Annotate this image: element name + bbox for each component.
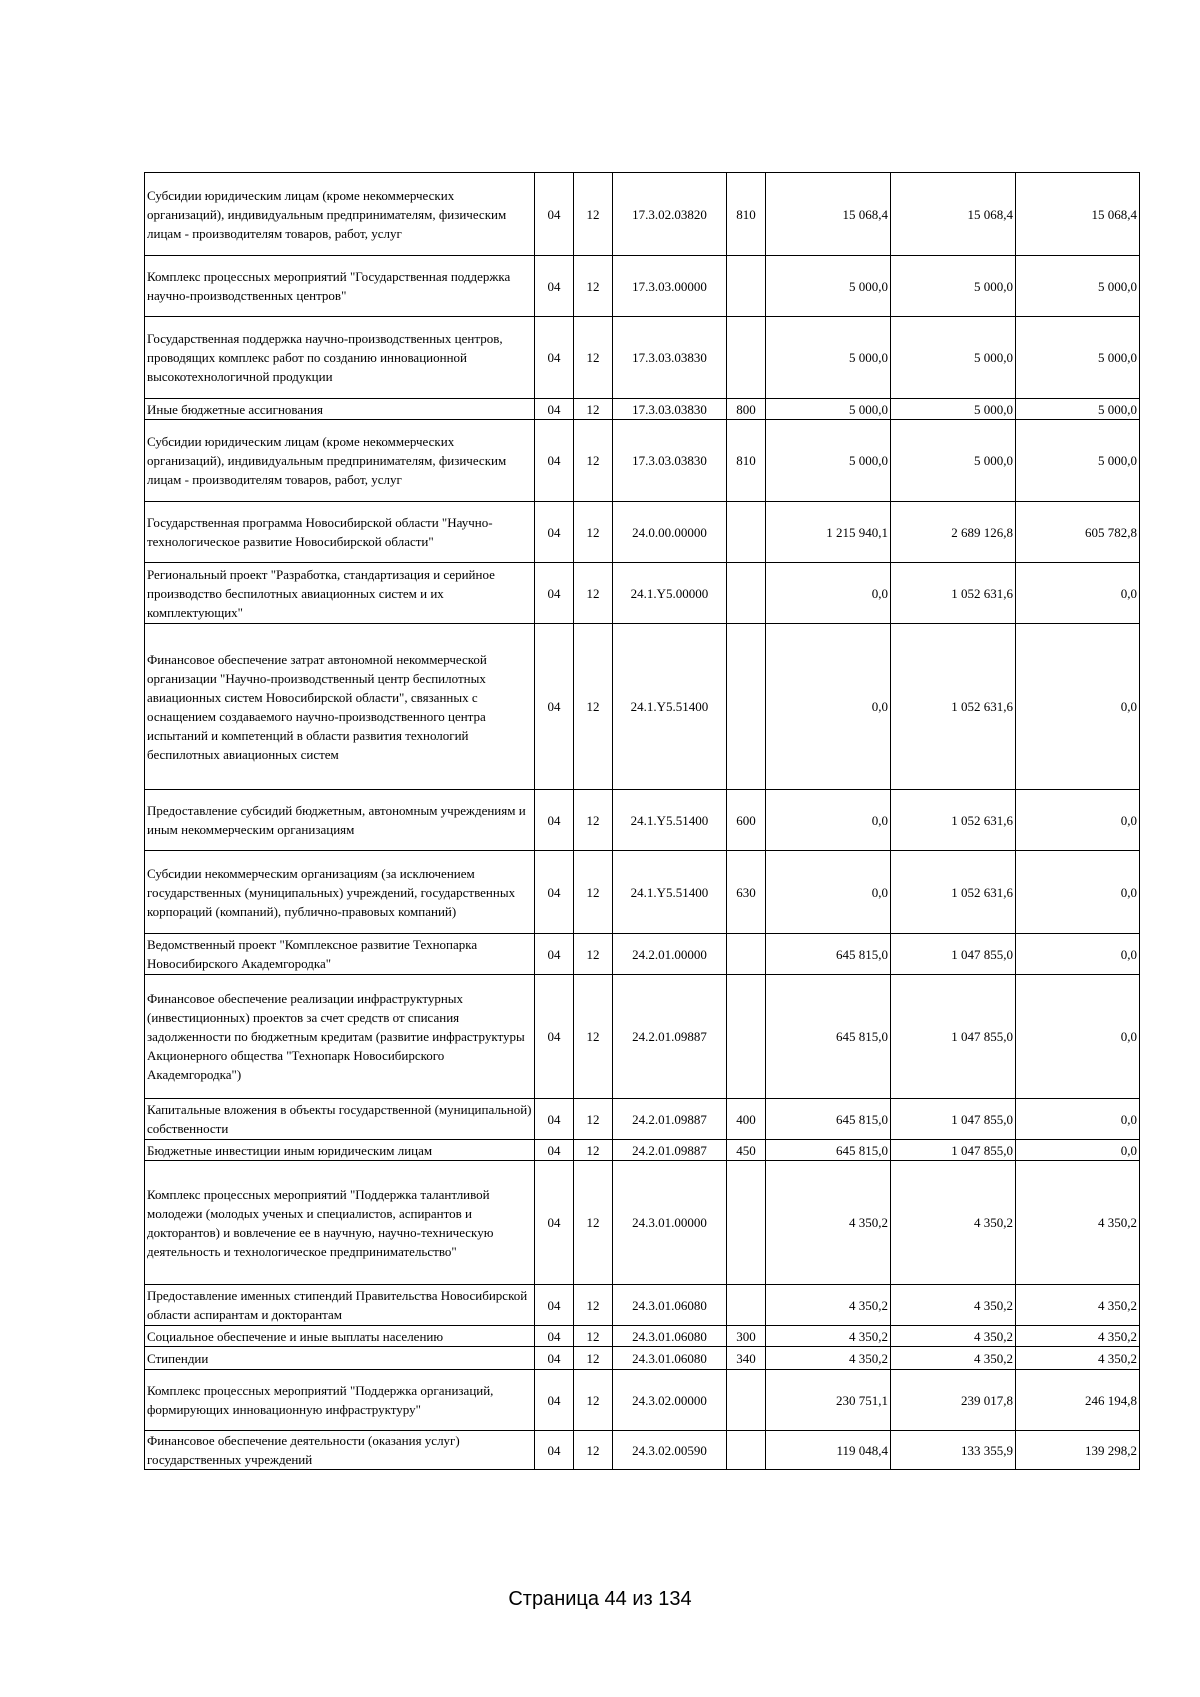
- target-item-code: 24.1.Y5.51400: [613, 790, 727, 851]
- target-item-code: 24.0.00.00000: [613, 502, 727, 563]
- item-name: Бюджетные инвестиции иным юридическим лицам: [145, 1140, 535, 1161]
- subsection-code: 12: [574, 317, 613, 399]
- section-code: 04: [535, 624, 574, 790]
- subsection-code: 12: [574, 1140, 613, 1161]
- expense-type-code: 450: [727, 1140, 766, 1161]
- amount-year-2: 4 350,2: [891, 1285, 1016, 1326]
- amount-year-3: 5 000,0: [1016, 399, 1140, 420]
- amount-year-2: 2 689 126,8: [891, 502, 1016, 563]
- item-name: Комплекс процессных мероприятий "Государственная поддержка научно-производственных центров": [145, 256, 535, 317]
- amount-year-2: 1 052 631,6: [891, 851, 1016, 934]
- amount-year-1: 4 350,2: [766, 1161, 891, 1285]
- expense-type-code: 800: [727, 399, 766, 420]
- amount-year-2: 239 017,8: [891, 1370, 1016, 1431]
- section-code: 04: [535, 1431, 574, 1470]
- target-item-code: 17.3.03.00000: [613, 256, 727, 317]
- item-name: Предоставление субсидий бюджетным, автономным учреждениям и иным некоммерческим организациям: [145, 790, 535, 851]
- amount-year-2: 5 000,0: [891, 317, 1016, 399]
- amount-year-1: 4 350,2: [766, 1347, 891, 1370]
- table-row: [145, 1285, 1140, 1326]
- subsection-code: 12: [574, 1370, 613, 1431]
- amount-year-2: 1 047 855,0: [891, 1099, 1016, 1140]
- subsection-code: 12: [574, 1431, 613, 1470]
- amount-year-1: 5 000,0: [766, 256, 891, 317]
- amount-year-1: 15 068,4: [766, 173, 891, 256]
- table-row: [145, 563, 1140, 624]
- subsection-code: 12: [574, 502, 613, 563]
- target-item-code: 24.2.01.00000: [613, 934, 727, 975]
- target-item-code: 24.3.01.06080: [613, 1347, 727, 1370]
- section-code: 04: [535, 975, 574, 1099]
- amount-year-3: 4 350,2: [1016, 1347, 1140, 1370]
- section-code: 04: [535, 934, 574, 975]
- item-name: Социальное обеспечение и иные выплаты населению: [145, 1326, 535, 1347]
- item-name: Финансовое обеспечение затрат автономной некоммерческой организации "Научно-производственный центр беспилотных авиационных систем Новосибирской области", связанных с оснащением создаваемого научно-производственного центра испытаний и компетенций в области развития технологий беспилотных авиационных систем: [145, 624, 535, 790]
- amount-year-2: 133 355,9: [891, 1431, 1016, 1470]
- section-code: 04: [535, 173, 574, 256]
- expense-type-code: 340: [727, 1347, 766, 1370]
- target-item-code: 17.3.03.03830: [613, 399, 727, 420]
- amount-year-2: 1 047 855,0: [891, 934, 1016, 975]
- expense-type-code: [727, 934, 766, 975]
- amount-year-2: 1 047 855,0: [891, 975, 1016, 1099]
- table-row: [145, 173, 1140, 256]
- item-name: Субсидии некоммерческим организациям (за исключением государственных (муниципальных) учреждений, государственных корпораций (компаний), публично-правовых компаний): [145, 851, 535, 934]
- amount-year-3: 0,0: [1016, 851, 1140, 934]
- item-name: Государственная поддержка научно-производственных центров, проводящих комплекс работ по созданию инновационной высокотехнологичной продукции: [145, 317, 535, 399]
- section-code: 04: [535, 1161, 574, 1285]
- amount-year-1: 0,0: [766, 624, 891, 790]
- target-item-code: 24.2.01.09887: [613, 1099, 727, 1140]
- amount-year-1: 4 350,2: [766, 1285, 891, 1326]
- table-row: [145, 317, 1140, 399]
- table-row: [145, 256, 1140, 317]
- subsection-code: 12: [574, 399, 613, 420]
- section-code: 04: [535, 420, 574, 502]
- section-code: 04: [535, 1326, 574, 1347]
- subsection-code: 12: [574, 1285, 613, 1326]
- subsection-code: 12: [574, 1347, 613, 1370]
- amount-year-2: 5 000,0: [891, 420, 1016, 502]
- amount-year-3: 5 000,0: [1016, 256, 1140, 317]
- amount-year-2: 15 068,4: [891, 173, 1016, 256]
- expense-type-code: 630: [727, 851, 766, 934]
- amount-year-3: 0,0: [1016, 975, 1140, 1099]
- amount-year-1: 645 815,0: [766, 1140, 891, 1161]
- amount-year-3: 0,0: [1016, 624, 1140, 790]
- subsection-code: 12: [574, 1161, 613, 1285]
- expense-type-code: 400: [727, 1099, 766, 1140]
- subsection-code: 12: [574, 256, 613, 317]
- expense-type-code: [727, 1161, 766, 1285]
- expense-type-code: [727, 563, 766, 624]
- amount-year-3: 4 350,2: [1016, 1285, 1140, 1326]
- section-code: 04: [535, 256, 574, 317]
- table-row: [145, 1161, 1140, 1285]
- amount-year-1: 0,0: [766, 563, 891, 624]
- item-name: Финансовое обеспечение деятельности (оказания услуг) государственных учреждений: [145, 1431, 535, 1470]
- expense-type-code: [727, 317, 766, 399]
- expense-type-code: [727, 624, 766, 790]
- section-code: 04: [535, 563, 574, 624]
- expense-type-code: [727, 502, 766, 563]
- target-item-code: 17.3.03.03830: [613, 420, 727, 502]
- item-name: Стипендии: [145, 1347, 535, 1370]
- amount-year-1: 645 815,0: [766, 934, 891, 975]
- target-item-code: 24.2.01.09887: [613, 1140, 727, 1161]
- table-row: [145, 1140, 1140, 1161]
- expense-type-code: 810: [727, 420, 766, 502]
- section-code: 04: [535, 1285, 574, 1326]
- subsection-code: 12: [574, 975, 613, 1099]
- target-item-code: 24.2.01.09887: [613, 975, 727, 1099]
- page-number: Страница 44 из 134: [508, 1588, 692, 1610]
- expense-type-code: [727, 1370, 766, 1431]
- item-name: Субсидии юридическим лицам (кроме некоммерческих организаций), индивидуальным предпринимателям, физическим лицам - производителям товаров, работ, услуг: [145, 173, 535, 256]
- amount-year-3: 15 068,4: [1016, 173, 1140, 256]
- amount-year-3: 246 194,8: [1016, 1370, 1140, 1431]
- amount-year-1: 1 215 940,1: [766, 502, 891, 563]
- amount-year-1: 4 350,2: [766, 1326, 891, 1347]
- target-item-code: 24.3.01.00000: [613, 1161, 727, 1285]
- target-item-code: 17.3.03.03830: [613, 317, 727, 399]
- table-row: [145, 1326, 1140, 1347]
- amount-year-2: 1 052 631,6: [891, 790, 1016, 851]
- section-code: 04: [535, 1347, 574, 1370]
- amount-year-3: 139 298,2: [1016, 1431, 1140, 1470]
- item-name: Финансовое обеспечение реализации инфраструктурных (инвестиционных) проектов за счет средств от списания задолженности по бюджетным кредитам (развитие инфраструктуры Акционерного общества "Технопарк Новосибирского Академгородка"): [145, 975, 535, 1099]
- amount-year-3: 0,0: [1016, 1140, 1140, 1161]
- table-row: [145, 975, 1140, 1099]
- amount-year-3: 0,0: [1016, 1099, 1140, 1140]
- expense-type-code: [727, 256, 766, 317]
- amount-year-1: 5 000,0: [766, 399, 891, 420]
- subsection-code: 12: [574, 563, 613, 624]
- amount-year-3: 0,0: [1016, 934, 1140, 975]
- item-name: Региональный проект "Разработка, стандартизация и серийное производство беспилотных авиационных систем и их комплектующих": [145, 563, 535, 624]
- section-code: 04: [535, 851, 574, 934]
- expense-type-code: 810: [727, 173, 766, 256]
- amount-year-2: 1 047 855,0: [891, 1140, 1016, 1161]
- item-name: Капитальные вложения в объекты государственной (муниципальной) собственности: [145, 1099, 535, 1140]
- item-name: Комплекс процессных мероприятий "Поддержка талантливой молодежи (молодых ученых и специалистов, аспирантов и докторантов) и вовлечение ее в научную, научно-техническую деятельность и технологическое предпринимательство": [145, 1161, 535, 1285]
- amount-year-3: 605 782,8: [1016, 502, 1140, 563]
- item-name: Предоставление именных стипендий Правительства Новосибирской области аспирантам и докторантам: [145, 1285, 535, 1326]
- subsection-code: 12: [574, 1099, 613, 1140]
- amount-year-1: 119 048,4: [766, 1431, 891, 1470]
- expense-type-code: [727, 1285, 766, 1326]
- section-code: 04: [535, 317, 574, 399]
- amount-year-1: 0,0: [766, 851, 891, 934]
- amount-year-2: 4 350,2: [891, 1347, 1016, 1370]
- amount-year-1: 645 815,0: [766, 975, 891, 1099]
- table-row: [145, 1099, 1140, 1140]
- target-item-code: 24.1.Y5.51400: [613, 851, 727, 934]
- item-name: Государственная программа Новосибирской области "Научно-технологическое развитие Новосибирской области": [145, 502, 535, 563]
- subsection-code: 12: [574, 420, 613, 502]
- amount-year-3: 4 350,2: [1016, 1161, 1140, 1285]
- section-code: 04: [535, 1099, 574, 1140]
- target-item-code: 24.3.02.00590: [613, 1431, 727, 1470]
- table-body: [145, 173, 1140, 1470]
- target-item-code: 24.1.Y5.51400: [613, 624, 727, 790]
- amount-year-1: 0,0: [766, 790, 891, 851]
- table-row: [145, 934, 1140, 975]
- amount-year-2: 4 350,2: [891, 1161, 1016, 1285]
- table-row: [145, 851, 1140, 934]
- subsection-code: 12: [574, 934, 613, 975]
- amount-year-2: 1 052 631,6: [891, 563, 1016, 624]
- expense-type-code: [727, 1431, 766, 1470]
- amount-year-3: 5 000,0: [1016, 420, 1140, 502]
- table-row: [145, 399, 1140, 420]
- amount-year-2: 5 000,0: [891, 399, 1016, 420]
- target-item-code: 24.3.01.06080: [613, 1326, 727, 1347]
- section-code: 04: [535, 502, 574, 563]
- amount-year-1: 5 000,0: [766, 420, 891, 502]
- subsection-code: 12: [574, 624, 613, 790]
- target-item-code: 24.3.01.06080: [613, 1285, 727, 1326]
- amount-year-3: 0,0: [1016, 790, 1140, 851]
- amount-year-3: 0,0: [1016, 563, 1140, 624]
- target-item-code: 17.3.02.03820: [613, 173, 727, 256]
- table-row: [145, 790, 1140, 851]
- table-row: [145, 1431, 1140, 1470]
- subsection-code: 12: [574, 173, 613, 256]
- table-row: [145, 1370, 1140, 1431]
- target-item-code: 24.1.Y5.00000: [613, 563, 727, 624]
- table-row: [145, 420, 1140, 502]
- table-row: [145, 1347, 1140, 1370]
- item-name: Субсидии юридическим лицам (кроме некоммерческих организаций), индивидуальным предпринимателям, физическим лицам - производителям товаров, работ, услуг: [145, 420, 535, 502]
- subsection-code: 12: [574, 1326, 613, 1347]
- item-name: Иные бюджетные ассигнования: [145, 399, 535, 420]
- amount-year-2: 1 052 631,6: [891, 624, 1016, 790]
- section-code: 04: [535, 399, 574, 420]
- budget-table: [144, 172, 1140, 1470]
- amount-year-2: 5 000,0: [891, 256, 1016, 317]
- amount-year-1: 230 751,1: [766, 1370, 891, 1431]
- table-row: [145, 624, 1140, 790]
- section-code: 04: [535, 790, 574, 851]
- section-code: 04: [535, 1140, 574, 1161]
- table-row: [145, 502, 1140, 563]
- expense-type-code: 600: [727, 790, 766, 851]
- amount-year-2: 4 350,2: [891, 1326, 1016, 1347]
- amount-year-1: 5 000,0: [766, 317, 891, 399]
- expense-type-code: [727, 975, 766, 1099]
- amount-year-3: 5 000,0: [1016, 317, 1140, 399]
- target-item-code: 24.3.02.00000: [613, 1370, 727, 1431]
- item-name: Комплекс процессных мероприятий "Поддержка организаций, формирующих инновационную инфраструктуру": [145, 1370, 535, 1431]
- expense-type-code: 300: [727, 1326, 766, 1347]
- amount-year-1: 645 815,0: [766, 1099, 891, 1140]
- section-code: 04: [535, 1370, 574, 1431]
- subsection-code: 12: [574, 851, 613, 934]
- subsection-code: 12: [574, 790, 613, 851]
- amount-year-3: 4 350,2: [1016, 1326, 1140, 1347]
- item-name: Ведомственный проект "Комплексное развитие Технопарка Новосибирского Академгородка": [145, 934, 535, 975]
